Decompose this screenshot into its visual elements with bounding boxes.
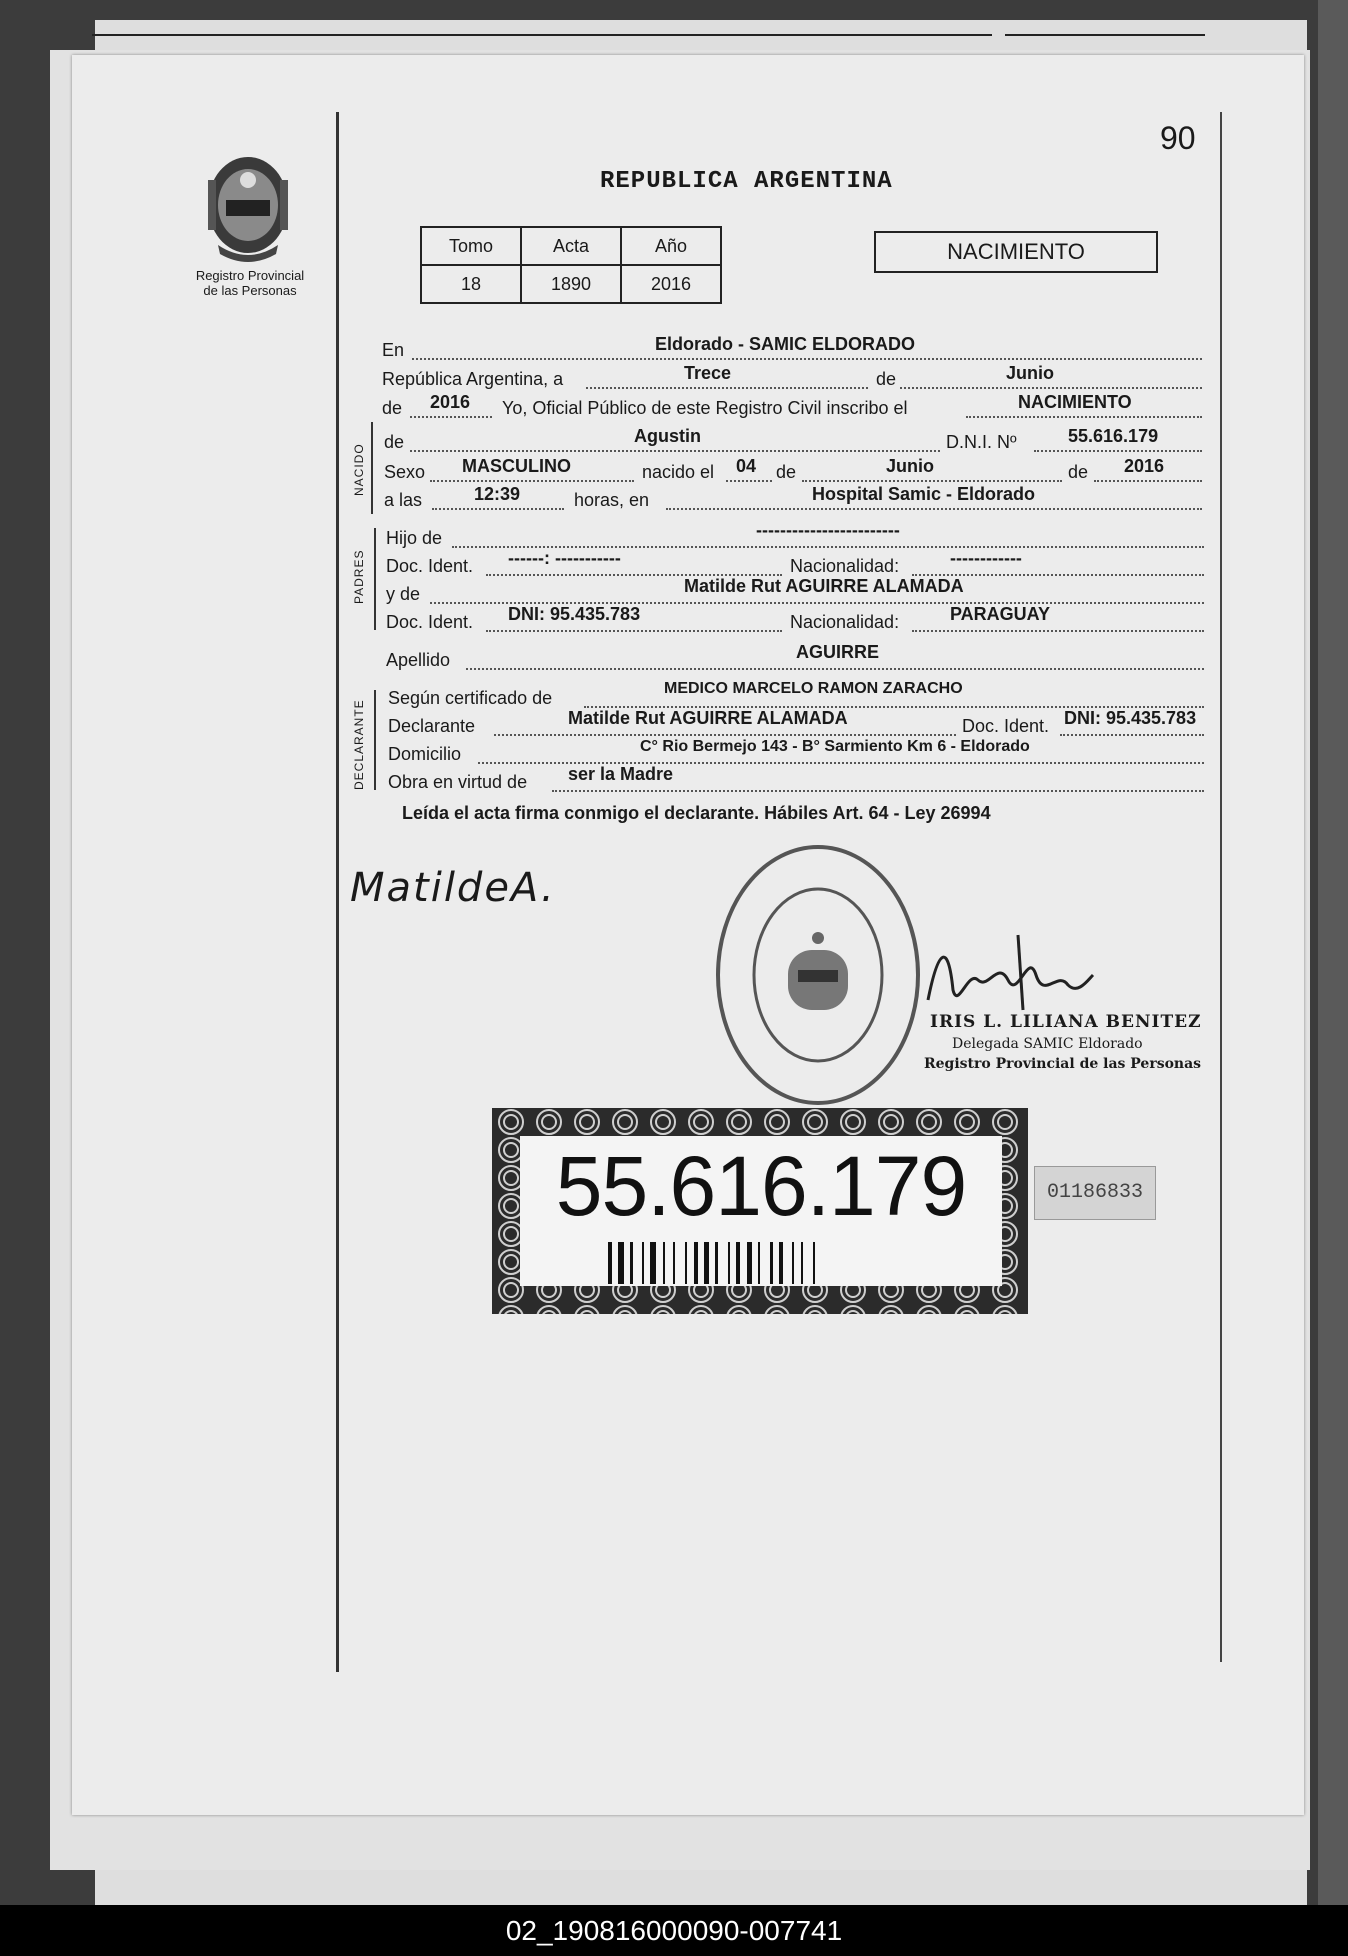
registry-table [420,226,722,304]
barcode-bars-icon [608,1242,928,1284]
barcode-bar [758,1242,760,1284]
barcode-white-area [520,1136,1002,1286]
father-name: ------------------------ [756,520,900,540]
registry-caption [180,268,320,298]
barcode-bar [694,1242,698,1284]
dom-label: Domicilio [388,744,462,764]
yo-label: Yo, Oficial Público de este Registro Civil inscribo el [502,398,908,418]
right-margin-line [1220,112,1222,1662]
fill-line [494,734,956,736]
official-signature-icon [918,930,1098,1020]
barcode-bar [801,1242,803,1284]
father-nationality: ------------ [950,548,1022,568]
doc2-label: Doc. Ident. [386,612,474,632]
fill-line [1034,450,1202,452]
official-name: IRIS L. LILIANA BENITEZ [930,1012,1202,1032]
declarant-signature: MatildeA. [350,865,556,911]
header-tomo: Tomo [421,227,521,265]
barcode-bar [630,1242,633,1284]
de-label: de [876,369,897,389]
barcode-number: 55.616.179 [555,1139,967,1233]
section-declarante: DECLARANTE [352,699,366,790]
registry-seal-icon [712,840,924,1110]
fill-line [802,480,1062,482]
mother-doc: DNI: 95.435.783 [508,604,641,624]
barcode-bar [608,1242,612,1284]
father-doc: ------: ----------- [508,548,621,568]
birth-time: 12:39 [474,484,521,504]
doc1-label: Doc. Ident. [386,556,474,576]
de2-label: de [382,398,403,418]
barcode-bar [770,1242,773,1284]
fill-line [666,508,1202,510]
child-name: Agustin [634,426,701,446]
nac2-label: Nacionalidad: [790,612,900,632]
republica-label: República Argentina, a [382,369,564,389]
a-las-label: a las [384,490,423,510]
fill-line [430,480,634,482]
section-bar [374,528,376,630]
horas-label: horas, en [574,490,650,510]
de-label: de [1068,462,1089,482]
dom-value: C° Rio Bermejo 143 - B° Sarmiento Km 6 - Eldorado [640,738,1030,755]
child-dni: 55.616.179 [1068,426,1159,446]
fill-line [412,358,1202,360]
barcode-bar [715,1242,718,1284]
registry-header-row [421,227,721,265]
barcode-bar [736,1242,740,1284]
barcode-bar [673,1242,675,1284]
de-label: de [776,462,797,482]
yde-label: y de [386,584,421,604]
province-crest-icon [198,150,298,268]
birth-year: 2016 [1124,456,1165,476]
sexo-value: MASCULINO [462,456,571,476]
cert-value: MEDICO MARCELO RAMON ZARACHO [664,680,963,697]
barcode-bar [728,1242,730,1284]
fill-line [912,630,1204,632]
fill-line [900,387,1202,389]
file-id-bar: 02_190816000090-007741 [0,1905,1348,1956]
fill-line [410,416,492,418]
barcode-bar [792,1242,794,1284]
decl-doc-value: DNI: 95.435.783 [1064,708,1197,728]
fill-line [486,630,782,632]
value-acta: 1890 [521,265,621,303]
mother-name: Matilde Rut AGUIRRE ALAMADA [684,576,964,596]
barcode-bar [779,1242,783,1284]
value-anio: 2016 [621,265,721,303]
document-title: REPUBLICA ARGENTINA [600,168,893,195]
fill-line [1060,734,1204,736]
fill-line [726,480,772,482]
value-tomo: 18 [421,265,521,303]
fill-line [552,790,1204,792]
sexo-label: Sexo [384,462,426,482]
section-bar [374,690,376,790]
obra-label: Obra en virtud de [388,772,528,792]
birth-month: Junio [886,456,934,476]
apellido-value: AGUIRRE [796,642,880,662]
year-value: 2016 [430,392,471,412]
fill-line [432,508,564,510]
nacido-el-label: nacido el [642,462,715,482]
section-nacido: NACIDO [352,443,366,496]
serial-stamp: 01186833 [1034,1166,1156,1220]
en-value: Eldorado - SAMIC ELDORADO [655,334,915,354]
barcode-bar [663,1242,665,1284]
decl-label: Declarante [388,716,476,736]
barcode-bar [747,1242,752,1284]
sheet-edge-line [1005,34,1205,36]
month-value: Junio [1006,363,1054,383]
header-acta: Acta [521,227,621,265]
page-number: 90 [1160,120,1196,156]
header-anio: Año [621,227,721,265]
fill-line [966,416,1202,418]
mother-nationality: PARAGUAY [950,604,1051,624]
barcode-bar [650,1242,656,1284]
obra-value: ser la Madre [568,764,674,784]
act-type-box: NACIMIENTO [874,231,1158,273]
section-padres: PADRES [352,549,366,604]
day-value: Trece [684,363,732,383]
barcode-bar [813,1242,815,1284]
barcode-bar [685,1242,687,1284]
apellido-label: Apellido [386,650,451,670]
closing-statement: Leída el acta firma conmigo el declarante. Hábiles Art. 64 - Ley 26994 [402,803,991,823]
registry-caption-line: de las Personas [203,283,297,298]
nac1-label: Nacionalidad: [790,556,900,576]
en-label: En [382,340,405,360]
birth-place: Hospital Samic - Eldorado [812,484,1036,504]
hijo-label: Hijo de [386,528,443,548]
barcode-bar [642,1242,644,1284]
section-bar [371,422,373,514]
dni-label: D.N.I. Nº [946,432,1017,452]
margin-line [336,112,339,1672]
barcode-bar [618,1242,624,1284]
scan-edge [1318,0,1348,1905]
inscribe-value: NACIMIENTO [1018,392,1132,412]
barcode-bar [704,1242,709,1284]
cert-label: Según certificado de [388,688,553,708]
registry-value-row [421,265,721,303]
fill-line [410,450,940,452]
fill-line [586,387,868,389]
decl-doc-label: Doc. Ident. [962,716,1050,736]
official-org: Registro Provincial de las Personas [924,1056,1202,1072]
fill-line [1094,480,1202,482]
sheet-edge-line [92,34,992,36]
decl-value: Matilde Rut AGUIRRE ALAMADA [568,708,848,728]
certificate-page [72,55,1304,1815]
birth-day: 04 [736,456,757,476]
barcode-label [492,1108,1028,1314]
registry-caption-line: Registro Provincial [195,268,305,283]
fill-line [466,668,1204,670]
official-title: Delegada SAMIC Eldorado [952,1036,1143,1052]
nacido-de-label: de [384,432,405,452]
